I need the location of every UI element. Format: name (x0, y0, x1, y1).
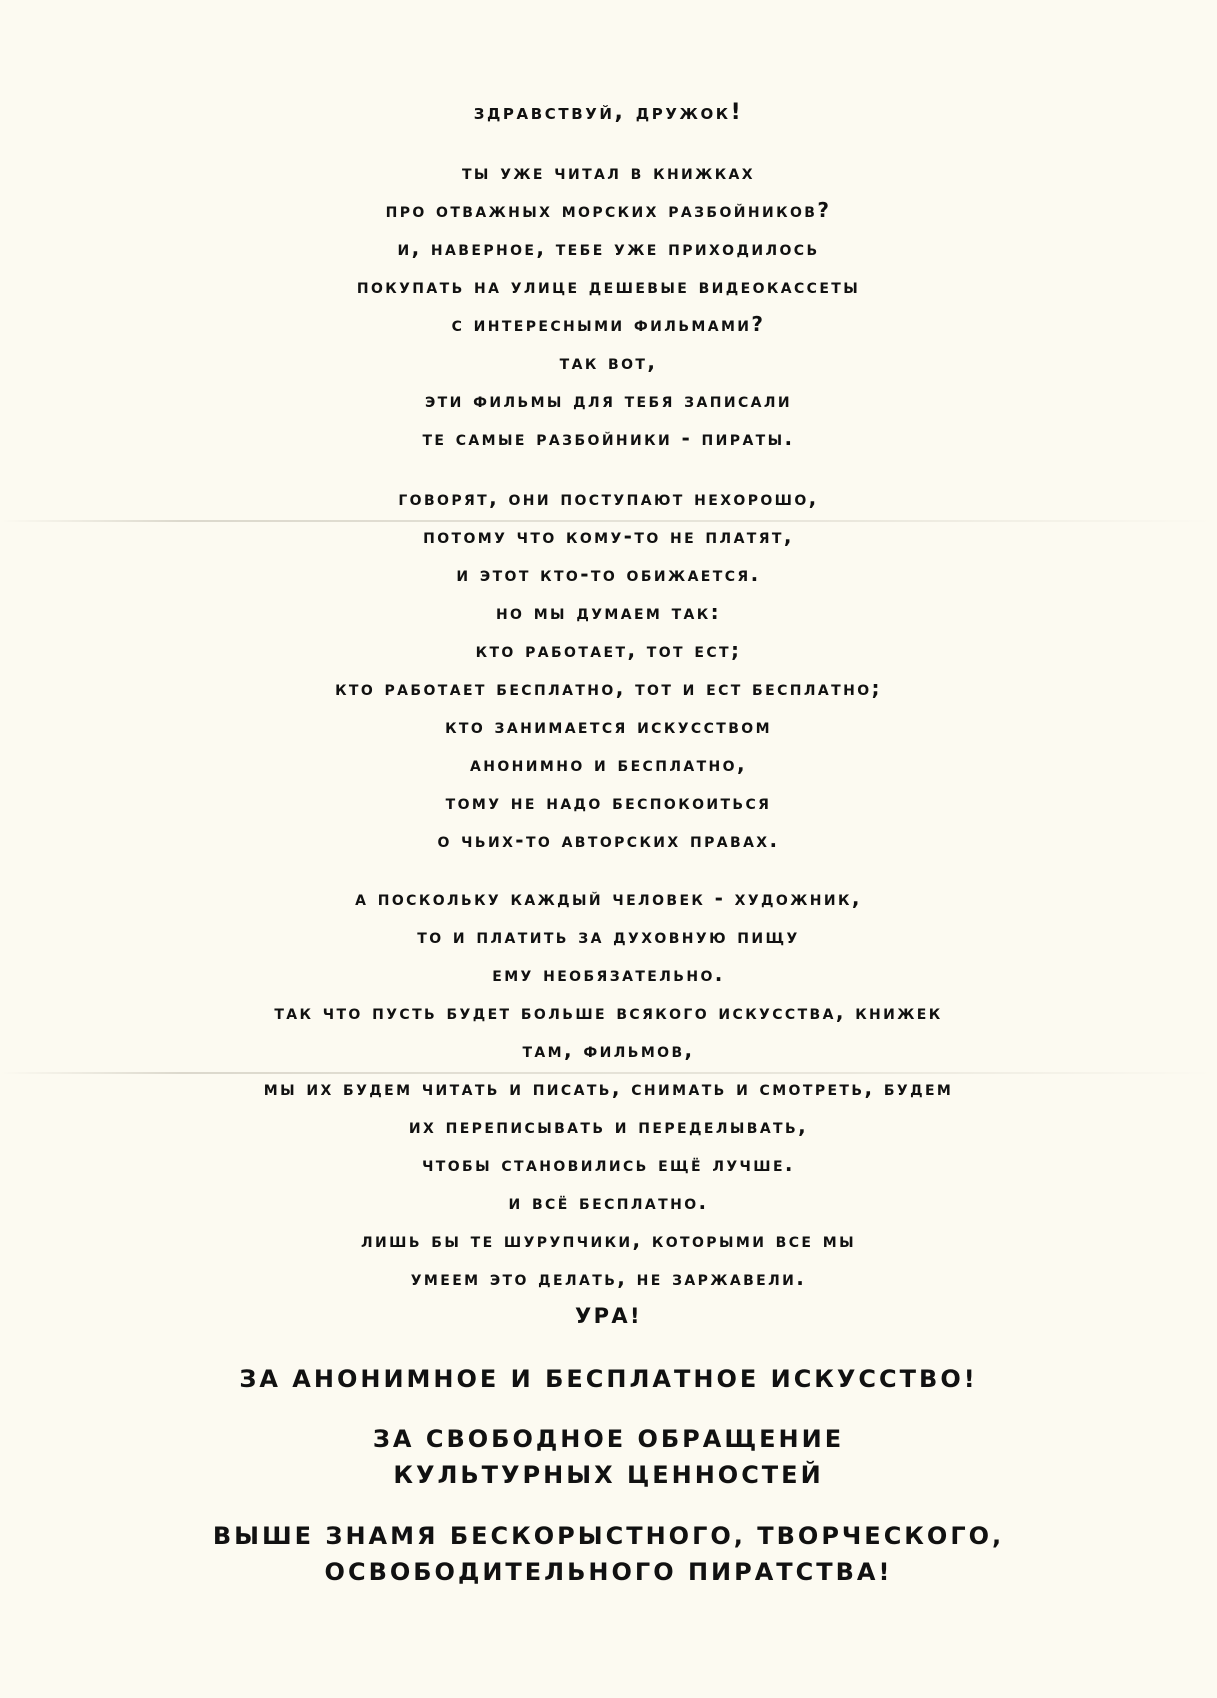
stanza1-line-6: так вот, (559, 350, 658, 374)
paper-fold-line (0, 1072, 1217, 1074)
slogan-anonymous-art: ЗА АНОНИМНОЕ И БЕСПЛАТНОЕ ИСКУССТВО! (239, 1365, 978, 1393)
stanza3-line-9: и всё бесплатно. (508, 1190, 709, 1214)
stanza3-line-5: там, фильмов, (522, 1038, 695, 1062)
stanza3-line-10: лишь бы те шурупчики, которыми все мы (361, 1228, 856, 1252)
stanza1-line-7: эти фильмы для тебя записали (424, 388, 793, 412)
stanza2-line-2: потому что кому-то не платят, (423, 524, 794, 548)
slogan-free-circulation-line-1: ЗА СВОБОДНОЕ ОБРАЩЕНИЕ (372, 1425, 845, 1453)
leaflet-title: здравствуй, дружок! (473, 100, 744, 125)
stanza2-line-5: кто работает, тот ест; (475, 638, 742, 662)
stanza2-line-6: кто работает бесплатно, тот и ест бесплатно; (335, 676, 882, 700)
stanza1-line-2: про отважных морских разбойников? (385, 198, 832, 222)
stanza2-line-3: и этот кто-то обижается. (456, 562, 761, 586)
stanza2-line-10: о чьих-то авторских правах. (437, 828, 780, 852)
stanza1-line-1: ты уже читал в книжках (461, 160, 755, 184)
paper-fold-line (0, 520, 1217, 522)
stanza3-line-3: ему необязательно. (492, 962, 725, 986)
stanza2-line-7: кто занимается искусством (445, 714, 772, 738)
stanza2-line-8: анонимно и бесплатно, (470, 752, 747, 776)
stanza2-line-1: говорят, они поступают нехорошо, (398, 486, 819, 510)
stanza3-line-1: а поскольку каждый человек - художник, (355, 886, 862, 910)
stanza1-line-5: с интересными фильмами? (451, 312, 766, 336)
slogan-piracy-banner-line-1: ВЫШЕ ЗНАМЯ БЕСКОРЫСТНОГО, ТВОРЧЕСКОГО, (212, 1522, 1005, 1550)
slogan-piracy-banner-line-2: ОСВОБОДИТЕЛЬНОГО ПИРАТСТВА! (324, 1558, 893, 1586)
stanza2-line-4: но мы думаем так: (495, 600, 722, 624)
stanza3-line-11: умеем это делать, не заржавели. (410, 1266, 807, 1290)
stanza1-line-3: и, наверное, тебе уже приходилось (397, 236, 820, 260)
stanza3-line-8: чтобы становились ещё лучше. (422, 1152, 795, 1176)
stanza2-line-9: тому не надо беспокоиться (445, 790, 772, 814)
stanza1-line-4: покупать на улице дешевые видеокассеты (356, 274, 861, 298)
cheer-line: УРА! (574, 1304, 642, 1328)
slogan-free-circulation-line-2: КУЛЬТУРНЫХ ЦЕННОСТЕЙ (393, 1461, 824, 1489)
stanza3-line-6: мы их будем читать и писать, снимать и смотреть, будем (263, 1076, 954, 1100)
stanza3-line-2: то и платить за духовную пищу (417, 924, 800, 948)
stanza3-line-4: так что пусть будет больше всякого искусства, книжек (274, 1000, 943, 1024)
stanza3-line-7: их переписывать и переделывать, (408, 1114, 809, 1138)
stanza1-line-8: те самые разбойники - пираты. (422, 426, 795, 450)
